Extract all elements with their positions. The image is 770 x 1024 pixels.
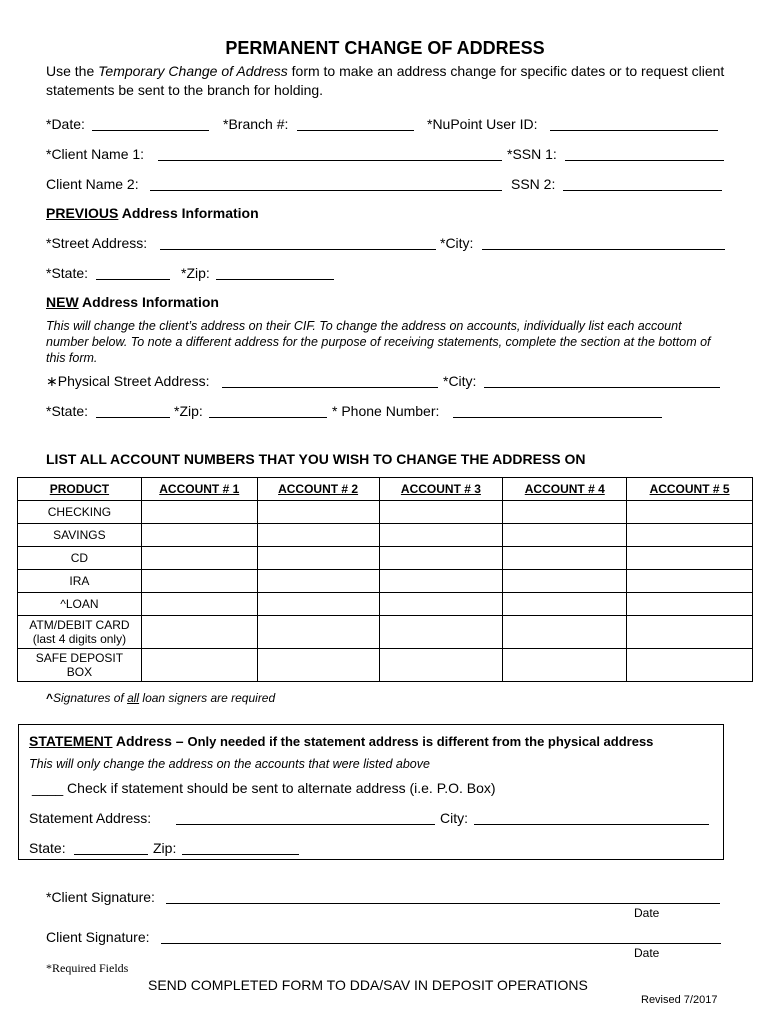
account-cell[interactable] [503, 547, 627, 570]
branch-field[interactable] [297, 130, 414, 131]
account-cell[interactable] [503, 593, 627, 616]
prev-zip-field[interactable] [216, 279, 334, 280]
intro-text: Use the Temporary Change of Address form to make an address change for specific dates or to request client statements be sent to the branch for holding. [46, 63, 725, 98]
account-cell[interactable] [257, 547, 379, 570]
table-header-row [18, 478, 753, 501]
account-cell[interactable] [503, 649, 627, 682]
client-signature-1-field[interactable] [166, 903, 720, 904]
account-cell[interactable] [379, 501, 503, 524]
date-field[interactable] [92, 130, 209, 131]
account-cell[interactable] [141, 547, 257, 570]
prev-city-field[interactable] [482, 249, 725, 250]
prev-zip-label: *Zip: [181, 265, 210, 281]
statement-address-label: Statement Address: [29, 810, 152, 826]
column-header: ACCOUNT # 2 [257, 478, 379, 501]
new-city-field[interactable] [484, 387, 720, 388]
column-header: ACCOUNT # 1 [141, 478, 257, 501]
table-row [18, 501, 753, 524]
prev-state-label: *State: [46, 265, 89, 281]
revision-date: Revised 7/2017 [641, 994, 718, 1006]
loan-footnote: ^Signatures of all loan signers are required [46, 691, 276, 705]
product-cell: SAFE DEPOSIT BOX [18, 649, 142, 682]
previous-heading: PREVIOUS Address Information [46, 205, 259, 221]
product-cell: ^LOAN [18, 593, 142, 616]
new-state-label: *State: [46, 403, 89, 419]
account-cell[interactable] [379, 547, 503, 570]
table-row [18, 547, 753, 570]
new-state-field[interactable] [96, 417, 170, 418]
new-zip-field[interactable] [209, 417, 327, 418]
account-cell[interactable] [379, 570, 503, 593]
new-physical-field[interactable] [222, 387, 438, 388]
statement-city-field[interactable] [474, 824, 709, 825]
send-instructions: SEND COMPLETED FORM TO DDA/SAV IN DEPOSIT OPERATIONS [148, 977, 588, 993]
product-cell: SAVINGS [18, 524, 142, 547]
client-name-1-field[interactable] [158, 160, 502, 161]
date-caption: Date [634, 946, 660, 960]
prev-street-label: *Street Address: [46, 235, 148, 251]
ssn-2-label: SSN 2: [511, 176, 556, 192]
phone-field[interactable] [453, 417, 662, 418]
account-cell[interactable] [627, 570, 753, 593]
statement-zip-field[interactable] [182, 854, 299, 855]
account-cell[interactable] [141, 649, 257, 682]
column-header: ACCOUNT # 3 [379, 478, 503, 501]
date-caption: Date [634, 906, 660, 920]
nupoint-label: *NuPoint User ID: [427, 116, 538, 132]
branch-label: *Branch #: [223, 116, 289, 132]
client-name-1-label: *Client Name 1: [46, 146, 145, 162]
new-heading: NEW Address Information [46, 294, 219, 310]
account-cell[interactable] [257, 524, 379, 547]
prev-street-field[interactable] [160, 249, 436, 250]
table-row [18, 524, 753, 547]
ssn-1-field[interactable] [565, 160, 724, 161]
client-name-2-label: Client Name 2: [46, 176, 139, 192]
account-cell[interactable] [141, 501, 257, 524]
statement-state-field[interactable] [74, 854, 148, 855]
account-cell[interactable] [503, 524, 627, 547]
account-cell[interactable] [141, 524, 257, 547]
account-cell[interactable] [379, 593, 503, 616]
new-address-note: This will change the client’s address on their CIF. To change the address on accounts, individually list each account number below. To note a different address for the purpose of receiving statements, complete the section at the bottom of this form. [46, 319, 711, 365]
new-zip-label: *Zip: [174, 403, 203, 419]
account-cell[interactable] [627, 649, 753, 682]
column-header: ACCOUNT # 4 [503, 478, 627, 501]
account-cell[interactable] [257, 649, 379, 682]
product-cell: CD [18, 547, 142, 570]
account-cell[interactable] [257, 501, 379, 524]
account-cell[interactable] [627, 593, 753, 616]
account-cell[interactable] [257, 570, 379, 593]
account-cell[interactable] [627, 501, 753, 524]
table-row [18, 616, 753, 649]
account-cell[interactable] [141, 593, 257, 616]
product-cell: CHECKING [18, 501, 142, 524]
new-city-label: *City: [443, 373, 477, 389]
alternate-address-check[interactable]: ____ Check if statement should be sent to alternate address (i.e. P.O. Box) [32, 780, 496, 796]
statement-state-label: State: [29, 840, 66, 856]
statement-address-field[interactable] [176, 824, 435, 825]
page-title: PERMANENT CHANGE OF ADDRESS [225, 38, 545, 58]
account-cell[interactable] [503, 501, 627, 524]
column-header: ACCOUNT # 5 [627, 478, 753, 501]
date-label: *Date: [46, 116, 85, 132]
product-cell: ATM/DEBIT CARD (last 4 digits only) [18, 616, 142, 649]
account-cell[interactable] [257, 616, 379, 649]
statement-heading: STATEMENT Address – Only needed if the statement address is different from the physical address [29, 733, 654, 749]
client-name-2-field[interactable] [150, 190, 502, 191]
product-cell: IRA [18, 570, 142, 593]
table-row [18, 570, 753, 593]
account-cell[interactable] [379, 524, 503, 547]
account-cell[interactable] [141, 570, 257, 593]
ssn-1-label: *SSN 1: [507, 146, 557, 162]
prev-state-field[interactable] [96, 279, 170, 280]
account-cell[interactable] [379, 616, 503, 649]
account-cell[interactable] [627, 547, 753, 570]
accounts-table [17, 477, 753, 682]
new-physical-label: ∗Physical Street Address: [46, 373, 210, 389]
client-signature-2-field[interactable] [161, 943, 721, 944]
statement-zip-label: Zip: [153, 840, 177, 856]
phone-label: * Phone Number: [332, 403, 440, 419]
statement-note: This will only change the address on the accounts that were listed above [29, 757, 430, 771]
account-cell[interactable] [627, 616, 753, 649]
column-header: PRODUCT [18, 478, 142, 501]
client-signature-1-label: *Client Signature: [46, 889, 155, 905]
required-fields-note: *Required Fields [46, 961, 129, 975]
table-row [18, 593, 753, 616]
account-cell[interactable] [503, 616, 627, 649]
account-cell[interactable] [141, 616, 257, 649]
nupoint-field[interactable] [550, 130, 718, 131]
account-cell[interactable] [627, 524, 753, 547]
client-signature-2-label: Client Signature: [46, 929, 150, 945]
table-row [18, 649, 753, 682]
account-cell[interactable] [503, 570, 627, 593]
ssn-2-field[interactable] [563, 190, 722, 191]
accounts-heading: LIST ALL ACCOUNT NUMBERS THAT YOU WISH TO CHANGE THE ADDRESS ON [46, 451, 586, 467]
prev-city-label: *City: [440, 235, 474, 251]
statement-city-label: City: [440, 810, 468, 826]
account-cell[interactable] [257, 593, 379, 616]
account-cell[interactable] [379, 649, 503, 682]
